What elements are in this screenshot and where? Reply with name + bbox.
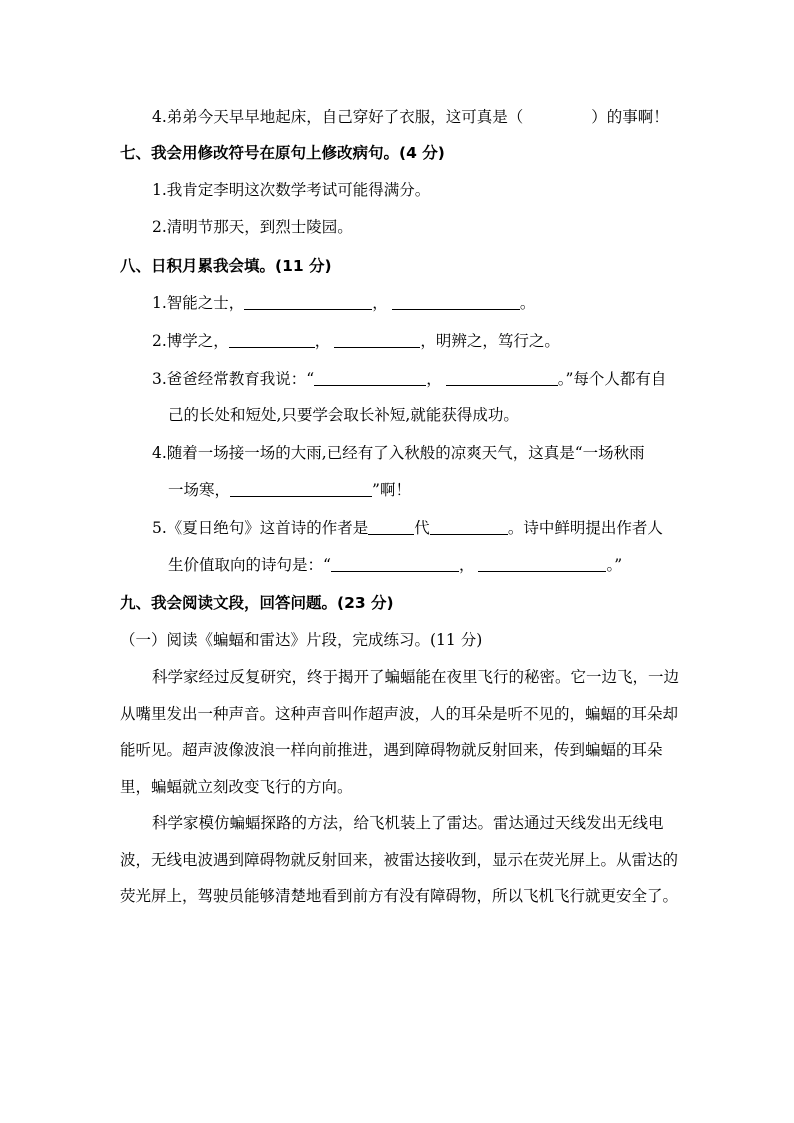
answer-blank[interactable] xyxy=(478,555,606,572)
question-text: 1.智能之士， xyxy=(152,294,245,312)
answer-blank[interactable] xyxy=(446,369,558,386)
answer-blank[interactable] xyxy=(331,555,459,572)
question-7-2: 2.清明节那天，到烈士陵园。 xyxy=(152,218,353,236)
question-text: 生价值取向的诗句是：“ xyxy=(168,556,331,574)
answer-blank[interactable] xyxy=(314,369,426,386)
question-8-2 xyxy=(152,330,560,352)
question-text: 。诗中鲜明提出作者人 xyxy=(507,519,663,537)
question-text: ”啊！ xyxy=(372,481,411,499)
question-8-1 xyxy=(152,292,535,314)
question-text: 。”每个人都有自 xyxy=(557,370,667,388)
section-9-title: 九、我会阅读文段，回答问题。(23 分) xyxy=(120,594,394,612)
question-text: 代 xyxy=(414,519,430,537)
separator: 。 xyxy=(519,294,536,312)
question-text: 。” xyxy=(606,556,623,574)
question-8-3-line2: 己的长处和短处,只要学会取长补短,就能获得成功。 xyxy=(168,406,519,424)
separator: ， xyxy=(426,370,442,388)
reading-paragraph-2: 科学家模仿蝙蝠探路的方法，给飞机装上了雷达。雷达通过天线发出无线电波，无线电波遇到障碍物就反射回来，被雷达接收到，显示在荧光屏上。从雷达的荧光屏上，驾驶员能够清楚地看到前方有没有障碍物，所以飞机飞行就更安全了。 xyxy=(120,814,679,905)
reading-paragraph-1: 科学家经过反复研究，终于揭开了蝙蝠能在夜里飞行的秘密。它一边飞，一边从嘴里发出一种声音。这种声音叫作超声波，人的耳朵是听不见的，蝙蝠的耳朵却能听见。超声波像波浪一样向前推进，遇到障碍物就反射回来，传到蝙蝠的耳朵里，蝙蝠就立刻改变飞行的方向。 xyxy=(120,668,680,796)
question-8-3 xyxy=(152,368,666,390)
section-8-title: 八、日积月累我会填。(11 分) xyxy=(120,257,332,275)
question-text: ，明辨之，笃行之。 xyxy=(420,332,560,350)
question-7-1: 1.我肯定李明这次数学考试可能得满分。 xyxy=(152,181,431,199)
answer-blank[interactable] xyxy=(430,518,508,535)
question-text: 5.《夏日绝句》这首诗的作者是 xyxy=(152,519,369,537)
answer-blank[interactable] xyxy=(334,331,420,348)
question-8-5 xyxy=(152,517,663,539)
question-8-4: 4.随着一场接一场的大雨,已经有了入秋般的凉爽天气，这真是“一场秋雨 xyxy=(152,444,645,462)
question-6-4 xyxy=(152,106,669,128)
question-text: 4.弟弟今天早早地起床，自己穿好了衣服，这可真是（ xyxy=(152,108,524,126)
answer-blank[interactable] xyxy=(368,518,414,535)
question-text: 一场寒， xyxy=(168,481,231,499)
section-7-title: 七、我会用修改符号在原句上修改病句。(4 分) xyxy=(120,144,445,162)
reading-subtitle: （一）阅读《蝙蝠和雷达》片段，完成练习。(11 分) xyxy=(120,631,483,649)
answer-blank[interactable] xyxy=(244,293,372,310)
question-text: ）的事啊！ xyxy=(591,108,669,126)
question-text: 3.爸爸经常教育我说：“ xyxy=(152,370,315,388)
separator: ， xyxy=(458,556,475,574)
answer-blank[interactable] xyxy=(230,480,372,497)
separator: ， xyxy=(372,294,388,312)
separator: ， xyxy=(314,332,331,350)
question-text: 2.博学之， xyxy=(152,332,229,350)
answer-blank[interactable] xyxy=(229,331,315,348)
answer-blank[interactable] xyxy=(392,293,520,310)
question-8-4-line2 xyxy=(168,479,411,501)
question-8-5-line2 xyxy=(168,554,622,576)
